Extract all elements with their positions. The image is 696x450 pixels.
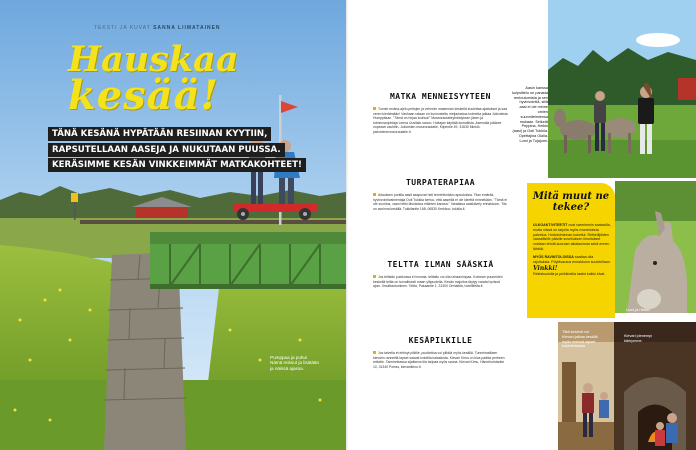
donkey-field-photo <box>548 0 696 178</box>
byline-prefix: TEKSTI JA KUVAT <box>94 25 151 31</box>
kievari-fireplace-caption: Kievari pienempi kärkymme. <box>624 334 653 343</box>
headline <box>68 39 239 119</box>
kievari-hall-caption: Tätä kesänä voi Kievari jatkaa kesällä myös meissä lapset kokeilemassa. <box>562 330 598 349</box>
byline-author: SANNA LIIMATAINEN <box>153 25 221 31</box>
tip-box-p3: Reklakuolulla ja peikkirailla taatut kaikki kivat. <box>533 272 606 277</box>
donkey-field-caption: Aasin kanssa kulpsittelu on parasta rentoutumista ja sen hyvinvointiä, sillä aasi ei ole minne omien suunnitelmiensa mukaan. Selkeät Peppina, Heikki (aasi) ja Outi Tukkila. Opettajina Olalia, Lumi ja Tujajumi. <box>512 86 548 143</box>
headline-line-1: Hauskaa <box>68 39 239 80</box>
left-page <box>0 0 346 450</box>
section-kesapilkki <box>373 336 508 416</box>
section-body <box>373 351 508 369</box>
section-body-text: Aitauksen portilla aasit saapuvat heti tervehtimään rapsutuksia. Tilan emäntä, hyvinvointivalmentaja Outi Tukkila kertoo, että aaseilla ei ole kiirettä minnekään. "Tämä ei ole suoritus, vaan hetki läsnäoloa eläinten kanssa." Varattava aasikävely ennakkoon. Tila on avoinna kesällä. Tukkilantie 168, 06530 Kerkkoo, tukkila.fi. <box>373 193 508 211</box>
section-body-text: Jos talvella et ehtinyt pilkille, puuttettua voi pilkkiä myös kesällä. Tunnelmallisen kievarin ranneillä lapset saavat kokeilla kalastusta. Kievari Kimu on kiva paikka perheen retkelle. Tammeleassa sijaitseva tila tarjoaa myös sauna. Kievari Kimu, Hämehuhdantie 10, 31340 Porras, kievarikimu.fi. <box>373 351 505 369</box>
page-gutter <box>346 0 348 450</box>
article-column <box>373 92 508 416</box>
tip-box-p1: ovat varmimmin saatavilla, mutta niissä on tarjolla myös monenlaista palvelua. Hoitotoiminnan kokeilut. Retkeilijöiden vaarallisille päiville sovelluksen ilmoitukset voidaan tehdä suoraan aikataulusta sekä ennen lähtöä. <box>533 223 611 251</box>
tip-box-p2: saattaa olla rajoituksia. Pöytävaraus ennakkoon suositellaan. <box>533 254 611 264</box>
section-matka <box>373 92 508 178</box>
tip-box-title: Mitä muut ne tekee? <box>532 191 610 213</box>
section-heading: KESÄPILKILLE <box>408 336 473 345</box>
section-body <box>373 107 508 135</box>
section-teltta <box>373 260 508 336</box>
donkey-portrait-photo <box>615 181 696 313</box>
section-body <box>373 193 508 211</box>
section-heading: TELTTA ILMAN SÄÄSKIÄ <box>387 260 494 269</box>
section-turpa <box>373 178 508 260</box>
section-heading: TURPATERAPIAA <box>405 178 476 187</box>
section-body-text: Tunnin resiina-ajelu peltojen ja vehreän maiseman keskellä kuulettaa ajattukset ja saa veren kiertämään! Vanhaan rataan on kunnostettu meijariastoa kolmetta jatkaa Jokioisista Humppilaan. "Tämä on hirjaa touhua!" Museorautatieyhdistyksen jäsen ja toiminnanjohtaja Leena Uusitalo sanoo. Hoitajan käyttää kumallista. Asemalla pääsee nopeasti vauhtiin. Jokioisten museorautatie, Kiipentie 49, 31630 Minkiö, jokiostenmuseorautatie.fi. <box>373 107 508 134</box>
headline-line-2: kesää! <box>68 72 220 119</box>
lead-line-1: TÄNÄ KESÄNÄ HYPÄTÄÄN RESIINAN KYYTIIN, <box>48 127 271 141</box>
section-body-text: Jos telttailu puiskossa ei innosta, telttailu voi olla urbaanimpaa. Korkean puuneiden keskellä teltta on turvallisesti maan yläpuolella. Kesän majoitus täytyy varata hyvissä ajoin. Ilmoittautuminen. Teltta, Pakaantie 1, 31300 Ormattila, hotellitelta.fi. <box>373 275 503 289</box>
tip-box-text <box>533 223 611 277</box>
byline <box>94 25 221 31</box>
donkey-caption: Lumi ja Heikki kuumeilevat. <box>626 308 650 317</box>
tip-box-p1-bold: ULKOAKTIVITEETIT <box>533 223 568 227</box>
lead-line-2: RAPSUTELLAAN AASEJA JA NUKUTAAN PUUSSA. <box>48 143 285 157</box>
lead-line-3: KERÄSIMME KESÄN VINKKEIMMÄT MATKAKOHTEET! <box>48 158 306 172</box>
tip-box-cheer: Vinkki! <box>533 265 558 273</box>
section-body <box>373 275 508 289</box>
section-heading: MATKA MENNEISYYTEEN <box>389 92 491 101</box>
photo-caption: Pumppaa ja puhu! Nämä reissut ja lisätään ja näissä ajassa. <box>270 355 320 371</box>
tip-box <box>527 183 615 318</box>
tip-box-p2-bold: MYÖS RAVINTOLOISSA <box>533 254 574 259</box>
lead-text <box>48 127 302 174</box>
